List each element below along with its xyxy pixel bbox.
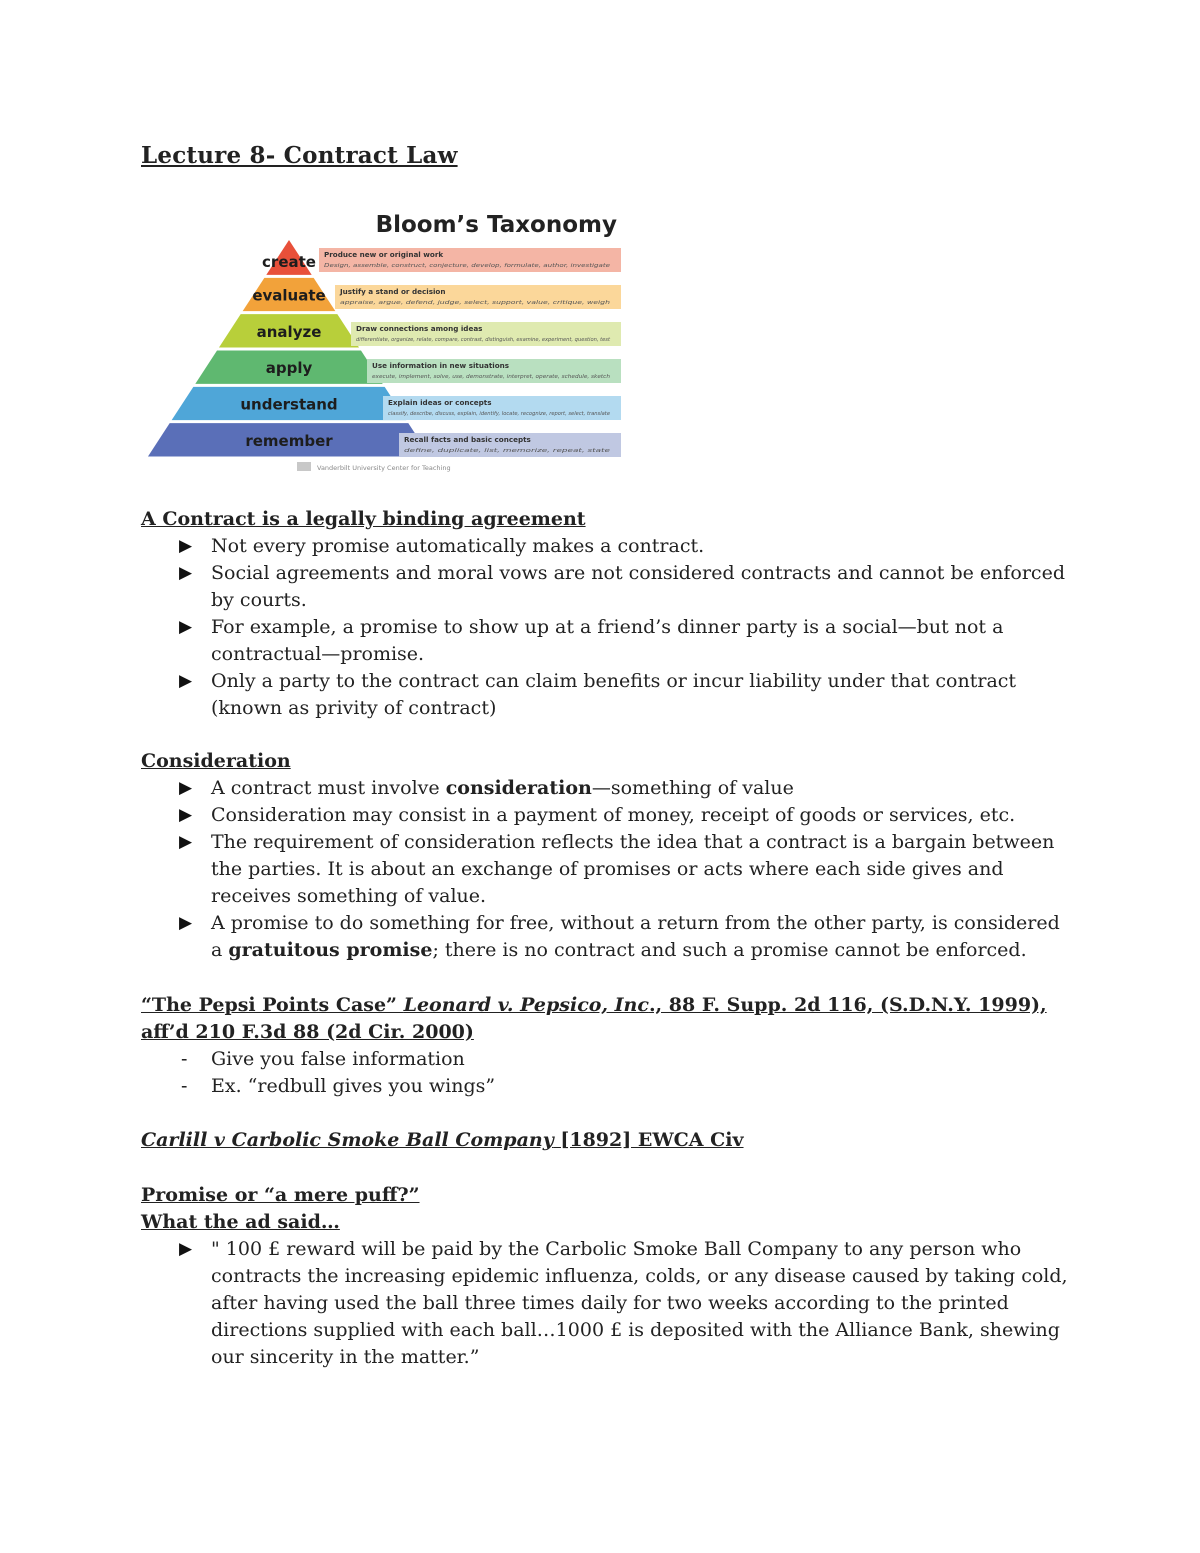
- pepsi-list: [141, 1046, 1071, 1100]
- level-description-verbs: differentiate, organize, relate, compare, contrast, distinguish, examine, experiment, question, test: [356, 337, 611, 343]
- bullet-arrow-icon: ▶: [179, 617, 193, 637]
- bullet-arrow-icon: ▶: [179, 536, 193, 556]
- bullet-arrow-icon: ▶: [179, 913, 193, 933]
- level-description-title: Justify a stand or decision: [340, 287, 446, 296]
- list-item: ▶ The requirement of consideration reflects the idea that a contract is a bargain between the parties. It is about an exchange of promises or acts where each side gives and receives something of value.: [179, 831, 1055, 907]
- level-description-verbs: appraise, argue, defend, judge, select, support, value, critique, weigh: [340, 300, 611, 306]
- level-description-title: Use information in new situations: [372, 361, 510, 370]
- case-name: Leonard v. Pepsico, Inc: [403, 994, 649, 1016]
- pepsi-case-heading: “The Pepsi Points Case” Leonard v. Pepsico, Inc., 88 F. Supp. 2d 116, (S.D.N.Y. 1999), aff’d 210 F.3d 88 (2d Cir. 2000): [141, 994, 1047, 1043]
- list-item: ▶ " 100 £ reward will be paid by the Carbolic Smoke Ball Company to any person who contracts the increasing epidemic influenza, colds, or any disease caused by taking cold, after having used the ball three times daily for two weeks according to the printed directions supplied with each ball…1000 £ is deposited with the Alliance Bank, shewing our sincerity in the matter.”: [179, 1238, 1068, 1368]
- level-label: remember: [245, 431, 333, 450]
- carlill-case-heading: Carlill v Carbolic Smoke Ball Company [1892] EWCA Civ: [141, 1129, 744, 1151]
- keyword: consideration: [445, 777, 592, 799]
- level-description-title: Recall facts and basic concepts: [404, 435, 531, 444]
- consideration-list: [141, 775, 1071, 964]
- keyword: gratuitous promise: [228, 939, 433, 961]
- dash-marker: -: [181, 1048, 188, 1070]
- case-name: Carlill v Carbolic Smoke Ball Company: [141, 1129, 554, 1151]
- list-item: ▶ For example, a promise to show up at a friend’s dinner party is a social—but not a contractual—promise.: [179, 616, 1004, 665]
- blooms-taxonomy-figure: [141, 200, 627, 480]
- ad-list: [141, 1236, 1071, 1371]
- level-label: understand: [240, 395, 338, 414]
- bullet-arrow-icon: ▶: [179, 1239, 193, 1259]
- level-label: create: [262, 252, 316, 271]
- level-label: evaluate: [252, 286, 326, 305]
- bullet-arrow-icon: ▶: [179, 671, 193, 691]
- list-item: ▶ A promise to do something for free, without a return from the other party, is considered a gratuitous promise; there is no contract and such a promise cannot be enforced.: [179, 912, 1060, 961]
- dash-marker: -: [181, 1075, 188, 1097]
- level-label: apply: [265, 359, 313, 378]
- level-description-verbs: execute, implement, solve, use, demonstrate, interpret, operate, schedule, sketch: [372, 374, 611, 380]
- list-item: ▶ Only a party to the contract can claim benefits or incur liability under that contract (known as privity of contract): [179, 670, 1017, 719]
- page-title: Lecture 8- Contract Law: [141, 142, 458, 169]
- level-description-title: Explain ideas or concepts: [388, 398, 492, 407]
- puff-heading: Promise or “a mere puff?”: [141, 1184, 420, 1206]
- level-description-verbs: Design, assemble, construct, conjecture, develop, formulate, author, investigate: [324, 263, 611, 269]
- list-item: ▶ Consideration may consist in a payment of money, receipt of goods or services, etc.: [141, 802, 1071, 829]
- blooms-taxonomy-diagram: [141, 200, 627, 480]
- level-description-verbs: define, duplicate, list, memorize, repeat, state: [404, 448, 611, 454]
- list-item: - Give you false information: [141, 1046, 1071, 1073]
- figure-credit: Vanderbilt University Center for Teaching: [317, 464, 451, 472]
- level-label: analyze: [256, 322, 322, 341]
- consideration-heading: Consideration: [141, 750, 291, 772]
- contract-heading: A Contract is a legally binding agreement: [141, 508, 586, 530]
- level-description-verbs: classify, describe, discuss, explain, identify, locate, recognize, report, select, translate: [388, 411, 611, 417]
- list-item: ▶ A contract must involve consideration—something of value: [141, 775, 1071, 802]
- figure-title: Bloom’s Taxonomy: [375, 212, 617, 238]
- ad-heading: What the ad said…: [141, 1211, 340, 1233]
- bullet-arrow-icon: ▶: [179, 805, 193, 825]
- contract-list: [141, 533, 1071, 722]
- list-item: ▶ Not every promise automatically makes a contract.: [141, 533, 1071, 560]
- level-description-title: Draw connections among ideas: [356, 324, 483, 333]
- level-description-title: Produce new or original work: [324, 250, 444, 259]
- license-badge-icon: [297, 462, 311, 471]
- list-item: - Ex. “redbull gives you wings”: [141, 1073, 1071, 1100]
- bullet-arrow-icon: ▶: [179, 832, 193, 852]
- list-item: ▶ Social agreements and moral vows are not considered contracts and cannot be enforced by courts.: [179, 562, 1065, 611]
- bullet-arrow-icon: ▶: [179, 778, 193, 798]
- bullet-arrow-icon: ▶: [179, 563, 193, 583]
